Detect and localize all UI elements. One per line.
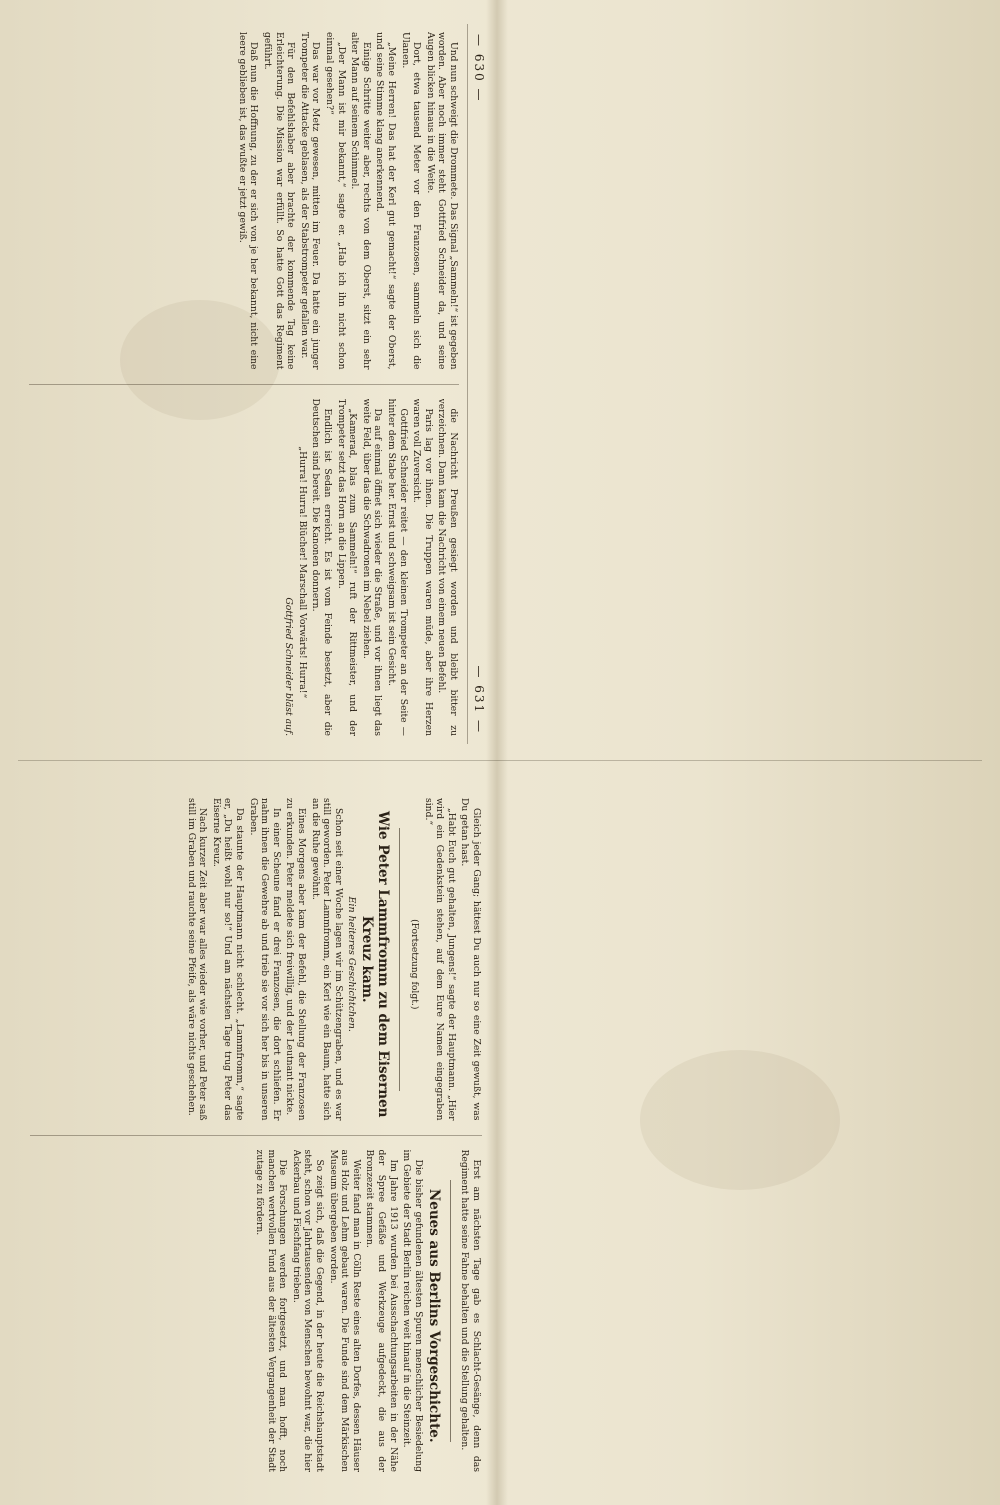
column-rule [29,384,459,385]
paragraph: Die bisher gefundenen ältesten Spuren menschlicher Besiedelung im Gebiete der Stadt Berlin reichen weit hinauf in die Steinzeit. [401,1149,424,1472]
paragraph: Da auf einmal öffnet sich wieder die Straße, und vor ihnen liegt das weite Feld, über das die Schwadronen im Nebel ziehen. [360,398,384,736]
column-rule [30,1135,482,1136]
paragraph: In einer Scheune fand er drei Franzosen, die dort schliefen. Er nahm ihnen die Gewehre ab und trieb sie vor sich her bis in unseren Graben. [247,798,282,1121]
top-page-header [467,24,490,744]
top-column-1 [29,32,459,370]
paragraph: Endlich ist Sedan erreicht. Es ist vom Feinde besetzt, aber die Deutschen sind bereit. Die Kanonen donnern. [310,398,334,736]
page-divider-rule [18,760,982,761]
page-number-right: — 631 — [472,665,486,734]
paragraph: Das war vor Metz gewesen, mitten im Feuer. Da hatte ein junger Trompeter die Attacke geblasen, als der Stabstrompeter gefallen war. [298,32,322,370]
closing-cheer: „Hurra! Hurra! Blücher! Marschall Vorwärts! Hurra!“ [296,446,308,699]
bottom-column-2 [30,1150,482,1473]
top-column-2 [29,399,459,737]
paragraph: Und nun schweigt die Drommete. Das Signal „Sammeln!“ ist gegeben worden. Aber noch immer steht Gottfried Schneider da, und seine Augen blicken hinaus in die Weite. [424,32,459,370]
article-separator [450,1180,451,1443]
bottom-column-1 [30,798,482,1121]
paragraph: So zeigt sich, daß die Gegend, in der heute die Reichshauptstadt steht, schon vor Jahrtausenden von Menschen bewohnt war, die hier Ackerbau und Fischfang trieben. [290,1149,326,1472]
article-separator [399,828,400,1091]
paragraph: Einige Schritte weiter aber, rechts von dem Oberst, sitzt ein sehr alter Mann auf seinem Schimmel. [349,32,372,370]
paragraph: die Nachricht Preußen gesiegt worden und bleibt bitter zu verzeichnen. Dann kam die Nachricht von einem neuen Befehl. [436,398,459,736]
paragraph: „Kamerad, blas zum Sammeln!“ ruft der Rittmeister, und der Trompeter setzt das Horn an die Lippen. [335,398,359,736]
paragraph: Schon seit einer Woche lagen wir im Schützengraben, und es war still geworden. Peter Lammfromm, ein Kerl wie ein Baum, hatte sich an die Ruhe gewöhnt. [309,798,344,1121]
paragraph: Im Jahre 1913 wurden bei Ausschachtungsarbeiten in der Nähe der Spree Gefäße und Werkzeuge aufgedeckt, die aus der Bronzezeit stammen. [364,1149,399,1472]
paragraph: Weiter fand man in Cölln Reste eines alten Dorfes, dessen Häuser aus Holz und Lehm gebaut waren. Die Funde sind dem Märkischen Museum übergeben worden. [327,1149,362,1472]
paragraph: Daß nun die Hoffnung, zu der er sich von je her bekannt, nicht eine leere geblieben ist, das wußte er jetzt gewiß. [236,32,260,370]
paragraph: Gottfried Schneider reitet — den kleinen Trompeter an der Seite — hinter dem Stabe her. Ernst und schweigsam ist sein Gesicht. [386,398,409,736]
article-title: Wie Peter Lammfromm zu dem Eisernen Kreuz kam. [359,811,392,1118]
article-subtitle: Ein heiteres Geschichtchen. [346,896,358,1032]
paragraph: „Der Mann ist mir bekannt,“ sagte er. „Hab ich ihn nicht schon einmal gesehen?“ [324,32,347,370]
paragraph: „Meine Herren! Das hat der Kerl gut gemacht!“ sagte der Oberst, und seine Stimme klang anerkennend. [374,32,398,370]
page-number-left: — 630 — [472,34,486,103]
paragraph: Für den Befehlshaber aber brachte der kommende Tag keine Erleichterung. Die Mission war erfüllt. So hatte Gott das Regiment geführt. [262,32,297,370]
paragraph: Die Forschungen werden fortgesetzt, und man hofft, noch manchen wertvollen Fund aus der ältesten Vergangenheit der Stadt zutage zu fördern. [254,1149,289,1472]
bottom-rotated-page [20,790,490,1480]
continuation-note: (Fortsetzung folgt.) [409,919,421,1010]
closing-line: Gottfried Schneider bläst auf. [283,597,295,736]
top-rotated-page [20,24,490,744]
paragraph: Erst am nächsten Tage gab es Schlacht-Gesänge, denn das Regiment hatte seine Fahne behalten und die Stellung gehalten. [459,1149,482,1472]
paragraph: Dort, etwa tausend Meter vor den Franzosen, sammeln sich die Ulanen. [399,32,423,370]
paragraph: Da staunte der Hauptmann nicht schlecht. „Lammfromm,“ sagte er, „Du heißt wohl nur so!“ Und am nächsten Tage trug Peter das Eiserne Kreuz. [210,798,246,1121]
paragraph: Paris lag vor ihnen. Die Truppen waren müde, aber ihre Herzen waren voll Zuversicht. [411,398,434,736]
paragraph: Gleich jeder Gang; hättest Du auch nur so eine Zeit gewußt, was Du getan hast. [459,798,482,1121]
paragraph: Nach kurzer Zeit aber war alles wieder wie vorher, und Peter saß still im Graben und rauchte seine Pfeife, als wäre nichts geschehen. [185,798,209,1121]
paragraph: „Habt Euch gut gehalten, Jungens!“ sagte der Hauptmann. „Hier wird ein Gedenkstein stehen, auf dem Eure Namen eingegraben sind.“ [422,798,457,1121]
paragraph: Eines Morgens aber kam der Befehl, die Stellung der Franzosen zu erkunden. Peter meldete sich freiwillig, und der Leutnant nickte. [284,798,308,1121]
article-title: Neues aus Berlins Vorgeschichte. [425,1188,442,1443]
